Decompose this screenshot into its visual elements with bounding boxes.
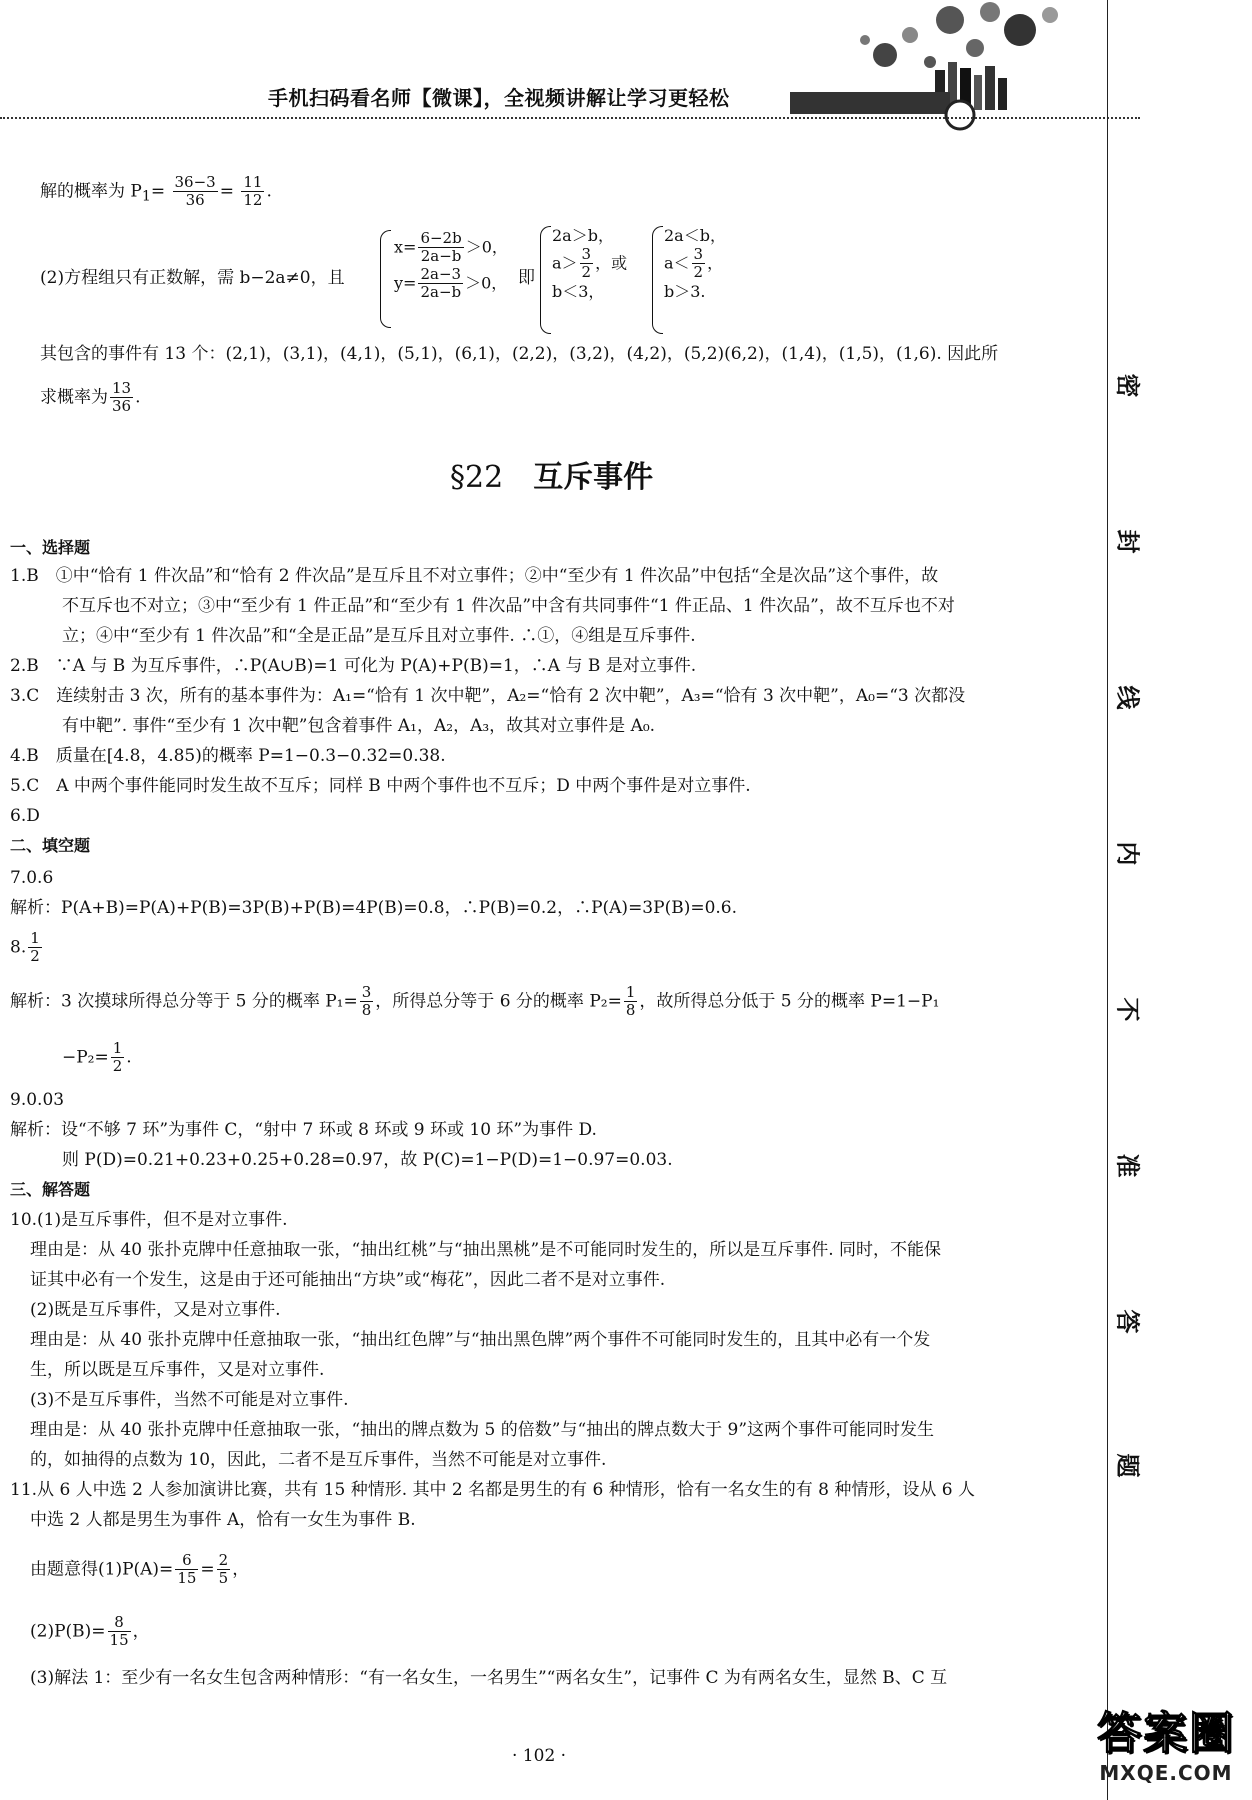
section-heading: 三、解答题 xyxy=(10,1180,91,1199)
brace xyxy=(380,230,391,328)
section-title xyxy=(450,452,653,496)
brace xyxy=(652,226,663,334)
watermark-url: MXQE.COM xyxy=(1099,1761,1233,1785)
answer-line: 3.C 连续射击 3 次，所有的基本事件为：A₁=“恰有 1 次中靶”，A₂=“恰有 2 次中靶”，A₃=“恰有 3 次中靶”，A₀=“3 次都没 xyxy=(10,686,966,706)
probability-line: 解的概率为 $P_1=$ $\frac{36-3}{36}$ = $\frac{11}{12}$ . xyxy=(40,173,272,210)
events-list: 其包含的事件有 13 个：(2,1)，(3,1)，(4,1)，(5,1)，(6,1)，(2,2)，(3,2)，(4,2)，(5,2)(6,2)，(1,4)，(1,5)，(1,6). 因此所 xyxy=(40,344,999,364)
answer-line: 生，所以既是互斥事件，又是对立事件. xyxy=(30,1360,325,1380)
answer-line: 解析：P(A+B)=P(A)+P(B)=3P(B)+P(B)=4P(B)=0.8，∴P(B)=0.2，∴P(A)=3P(B)=0.6. xyxy=(10,898,738,918)
equation-system: x= $\frac{6-2b}{2a-b}$ ＞0， y= $\frac{2a-3}{2a-b}$ ＞0， xyxy=(394,229,508,301)
header-decoration xyxy=(790,0,1090,140)
ji-text: 即 xyxy=(518,268,535,288)
answer-line: 10.(1)是互斥事件，但不是对立事件. xyxy=(10,1210,288,1230)
answer-line: 2.B ∵A 与 B 为互斥事件，∴P(A∪B)=1 可化为 P(A)+P(B)=1，∴A 与 B 是对立事件. xyxy=(10,656,697,676)
answer-line: 8. $\frac{1}{2}$ xyxy=(10,929,40,966)
inequality-system-2: 2a＜b， a＜ $\frac{3}{2}$ ， b＞3. xyxy=(664,226,726,301)
answer-line: 解析：3 次摸球所得总分等于 5 分的概率 P₁= $\frac{3}{8}$ ，所得总分等于 6 分的概率 P₂= $\frac{1}{8}$ ，故所得总分低于 5 分的概率 P=1−P₁ xyxy=(10,983,940,1020)
section-name: 互斥事件 xyxy=(533,460,654,495)
fraction: $\frac{11}{12}$ xyxy=(243,173,263,210)
margin-char: 不 xyxy=(1113,997,1143,1022)
answer-line: 理由是：从 40 张扑克牌中任意抽取一张，“抽出红桃”与“抽出黑桃”是不可能同时发生的，所以是互斥事件. 同时，不能保 xyxy=(30,1240,942,1260)
answer-line: 6.D xyxy=(10,806,40,826)
binding-line xyxy=(1107,0,1108,1800)
watermark-title: 答案圈 xyxy=(1097,1708,1235,1759)
watermark-logo xyxy=(1082,1708,1250,1796)
section-number: §22 xyxy=(450,460,504,495)
header-rule xyxy=(0,117,1140,119)
answer-line: 有中靶”. 事件“至少有 1 次中靶”包含着事件 A₁，A₂，A₃，故其对立事件是 A₀. xyxy=(62,716,656,736)
answer-line: −P₂= $\frac{1}{2}$ . xyxy=(62,1039,132,1076)
fraction: $\frac{36-3}{36}$ xyxy=(174,173,216,210)
answer-line: 中选 2 人都是男生为事件 A，恰有一女生为事件 B. xyxy=(30,1510,416,1530)
answer-line: 立；④中“至少有 1 件次品”和“全是正品”是互斥且对立事件. ∴①，④组是互斥事件. xyxy=(62,626,696,646)
brace xyxy=(540,226,551,334)
answer-line: 由题意得(1)P(A)= $\frac{6}{15}$ = $\frac{2}{5}$ ， xyxy=(30,1551,250,1588)
answer-line: 4.B 质量在[4.8，4.85)的概率 P=1−0.3−0.32=0.38. xyxy=(10,746,446,766)
margin-char: 封 xyxy=(1113,529,1143,554)
answer-line: 证其中必有一个发生，这是由于还可能抽出“方块”或“梅花”，因此二者不是对立事件. xyxy=(30,1270,666,1290)
answer-line: 解析：设“不够 7 环”为事件 C，“射中 7 环或 8 环或 9 环或 10 环”为事件 D. xyxy=(10,1120,597,1140)
answer-line: (3)不是互斥事件，当然不可能是对立事件. xyxy=(30,1390,349,1410)
margin-char: 答 xyxy=(1113,1309,1143,1334)
answer-line: 理由是：从 40 张扑克牌中任意抽取一张，“抽出的牌点数为 5 的倍数”与“抽出的牌点数大于 9”这两个事件可能同时发生 xyxy=(30,1420,935,1440)
answer-line: 的，如抽得的点数为 10，因此，二者不是互斥事件，当然不可能是对立事件. xyxy=(30,1450,607,1470)
margin-char: 密 xyxy=(1113,373,1143,398)
header-slogan: 手机扫码看名师【微课】，全视频讲解让学习更轻松 xyxy=(268,86,730,110)
probability-result: 求概率为 $\frac{13}{36}$ . xyxy=(40,379,141,416)
margin-char: 题 xyxy=(1113,1453,1143,1478)
answer-line: (2)既是互斥事件，又是对立事件. xyxy=(30,1300,281,1320)
section-heading: 一、选择题 xyxy=(10,538,91,557)
margin-char: 内 xyxy=(1113,841,1143,866)
answer-line: (2)P(B)= $\frac{8}{15}$ ， xyxy=(30,1613,150,1650)
answer-line: (3)解法 1：至少有一名女生包含两种情形：“有一名女生，一名男生”“两名女生”，记事件 C 为有两名女生，显然 B、C 互 xyxy=(30,1668,948,1688)
answer-line: 则 P(D)=0.21+0.23+0.25+0.28=0.97，故 P(C)=1−P(D)=1−0.97=0.03. xyxy=(62,1150,673,1170)
answer-line: 1.B ①中“恰有 1 件次品”和“恰有 2 件次品”是互斥且不对立事件；②中“至少有 1 件次品”中包括“全是次品”这个事件，故 xyxy=(10,566,939,586)
answer-line: 9.0.03 xyxy=(10,1090,65,1110)
margin-char: 线 xyxy=(1113,685,1143,710)
answer-line: 不互斥也不对立；③中“至少有 1 件正品”和“至少有 1 件次品”中含有共同事件“1 件正品、1 件次品”，故不互斥也不对 xyxy=(62,596,955,616)
equation-condition: (2)方程组只有正数解，需 b−2a≠0，且 xyxy=(40,268,345,288)
answer-line: 11.从 6 人中选 2 人参加演讲比赛，共有 15 种情形. 其中 2 名都是男生的有 6 种情形，恰有一名女生的有 8 种情形，设从 6 人 xyxy=(10,1480,976,1500)
answer-line: 理由是：从 40 张扑克牌中任意抽取一张，“抽出红色牌”与“抽出黑色牌”两个事件不可能同时发生的，且其中必有一个发 xyxy=(30,1330,931,1350)
answer-line: 7.0.6 xyxy=(10,868,54,888)
page-number: · 102 · xyxy=(512,1746,567,1766)
section-heading: 二、填空题 xyxy=(10,836,91,855)
answer-line: 5.C A 中两个事件能同时发生故不互斥；同样 B 中两个事件也不互斥；D 中两个事件是对立事件. xyxy=(10,776,751,796)
inequality-system-1: 2a＞b， a＞ $\frac{3}{2}$ ，或 b＜3， xyxy=(552,226,628,301)
margin-char: 准 xyxy=(1113,1153,1143,1178)
